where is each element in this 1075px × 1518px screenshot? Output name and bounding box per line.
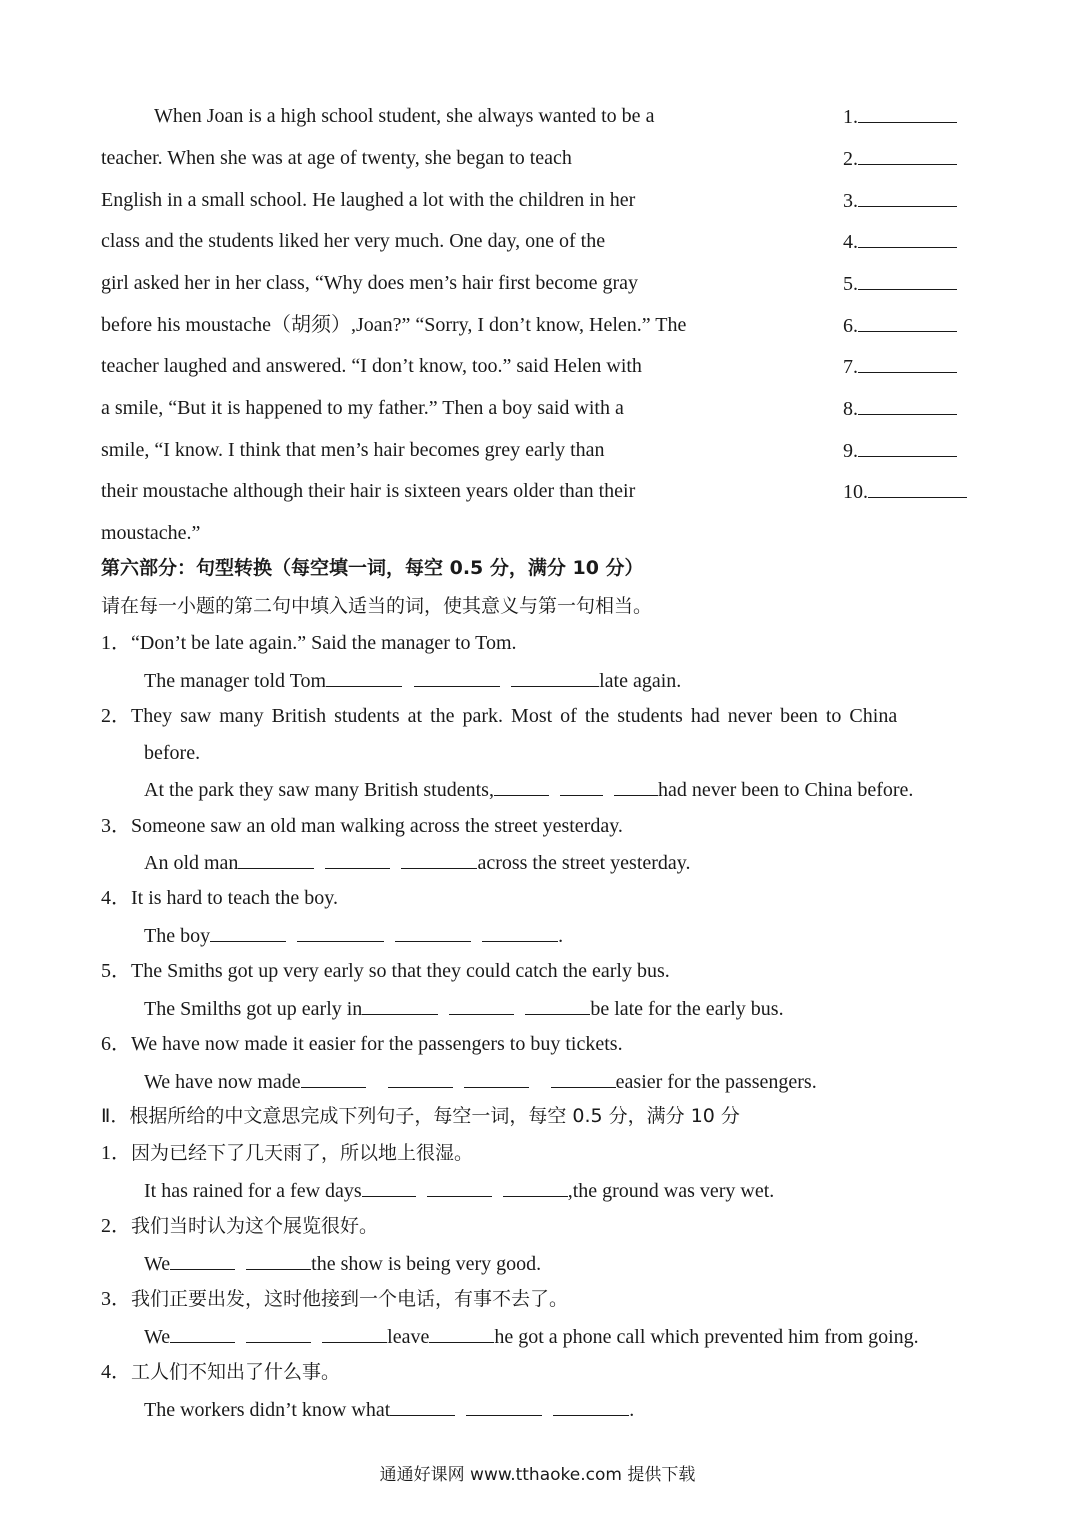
cn-question-1-answer: It has rained for a few days ,the ground was very wet. [144, 1180, 775, 1202]
question-2-cont: before. [144, 742, 201, 764]
question-3-rewrite: An old man across the street yesterday. [144, 852, 691, 874]
question-5-rewrite: The Smilths got up early in be late for the early bus. [144, 998, 784, 1020]
answer-blank[interactable] [858, 354, 957, 373]
question-3: 3．Someone saw an old man walking across the street yesterday. [101, 815, 623, 837]
cn-question-3-answer: We leave he got a phone call which prevented him from going. [144, 1326, 919, 1348]
fill-blank[interactable] [362, 996, 438, 1015]
passage-line: moustache.” [101, 522, 201, 544]
passage-line: teacher. When she was at age of twenty, she began to teach [101, 147, 572, 169]
fill-blank[interactable] [414, 668, 500, 687]
passage-line: a smile, “But it is happened to my father.” Then a boy said with a [101, 397, 624, 419]
fill-blank[interactable] [362, 1178, 416, 1197]
fill-blank[interactable] [525, 996, 590, 1015]
answer-blank[interactable] [858, 146, 957, 165]
answer-blank[interactable] [858, 313, 957, 332]
answer-blank[interactable] [868, 479, 967, 498]
section-heading-2: Ⅱ．根据所给的中文意思完成下列句子，每空一词，每空 0.5 分，满分 10 分 [101, 1105, 740, 1127]
fill-blank[interactable] [322, 1324, 387, 1343]
passage-line: When Joan is a high school student, she always wanted to be a [154, 105, 655, 127]
fill-blank[interactable] [170, 1251, 235, 1270]
question-1-rewrite: The manager told Tom late again. [144, 670, 682, 692]
fill-blank[interactable] [401, 850, 477, 869]
question-4-rewrite: The boy . [144, 925, 564, 947]
question-2-rewrite: At the park they saw many British students, had never been to China before. [144, 779, 914, 801]
fill-blank[interactable] [427, 1178, 492, 1197]
passage-line: girl asked her in her class, “Why does men’s hair first become gray [101, 272, 639, 294]
fill-blank[interactable] [390, 1397, 455, 1416]
fill-blank[interactable] [238, 850, 314, 869]
question-6: 6．We have now made it easier for the passengers to buy tickets. [101, 1033, 623, 1055]
page-footer: 通通好课网 www.tthaoke.com 提供下载 [379, 1465, 696, 1485]
cn-question-4: 4．工人们不知出了什么事。 [101, 1361, 341, 1383]
fill-blank[interactable] [429, 1324, 494, 1343]
fill-blank[interactable] [246, 1251, 311, 1270]
answer-slot: 7. [843, 354, 957, 379]
fill-blank[interactable] [482, 923, 558, 942]
answer-slot: 8. [843, 396, 957, 421]
answer-blank[interactable] [858, 396, 957, 415]
fill-blank[interactable] [551, 1069, 616, 1088]
question-1: 1．“Don’t be late again.” Said the manager to Tom. [101, 632, 517, 654]
fill-blank[interactable] [325, 850, 390, 869]
answer-slot: 9. [843, 438, 957, 463]
question-2: 2．They saw many British students at the park. Most of the students had never been to China [101, 705, 898, 727]
passage-line: their moustache although their hair is sixteen years older than their [101, 480, 636, 502]
fill-blank[interactable] [494, 777, 549, 796]
section-instruction: 请在每一小题的第二句中填入适当的词，使其意义与第一句相当。 [101, 595, 653, 617]
answer-slot: 6. [843, 313, 957, 338]
fill-blank[interactable] [297, 923, 384, 942]
fill-blank[interactable] [388, 1069, 453, 1088]
fill-blank[interactable] [170, 1324, 235, 1343]
fill-blank[interactable] [464, 1069, 529, 1088]
fill-blank[interactable] [210, 923, 286, 942]
fill-blank[interactable] [449, 996, 514, 1015]
answer-blank[interactable] [858, 438, 957, 457]
answer-slot: 2. [843, 146, 957, 171]
question-6-rewrite: We have now made easier for the passengers. [144, 1071, 817, 1093]
fill-blank[interactable] [395, 923, 471, 942]
answer-slot: 1. [843, 104, 957, 129]
cn-question-4-answer: The workers didn’t know what . [144, 1399, 635, 1421]
question-4: 4．It is hard to teach the boy. [101, 887, 338, 909]
passage-line: class and the students liked her very much. One day, one of the [101, 230, 606, 252]
fill-blank[interactable] [246, 1324, 311, 1343]
fill-blank[interactable] [301, 1069, 366, 1088]
answer-blank[interactable] [858, 271, 957, 290]
fill-blank[interactable] [614, 777, 658, 796]
cn-question-3: 3．我们正要出发，这时他接到一个电话，有事不去了。 [101, 1288, 569, 1310]
answer-blank[interactable] [858, 104, 957, 123]
fill-blank[interactable] [553, 1397, 629, 1416]
fill-blank[interactable] [503, 1178, 568, 1197]
fill-blank[interactable] [560, 777, 603, 796]
cn-question-1: 1．因为已经下了几天雨了，所以地上很湿。 [101, 1142, 474, 1164]
fill-blank[interactable] [511, 668, 599, 687]
answer-slot: 4. [843, 229, 957, 254]
answer-blank[interactable] [858, 229, 957, 248]
cn-question-2-answer: We the show is being very good. [144, 1253, 542, 1275]
passage-line: smile, “I know. I think that men’s hair becomes grey early than [101, 439, 605, 461]
cn-question-2: 2．我们当时认为这个展览很好。 [101, 1215, 379, 1237]
fill-blank[interactable] [326, 668, 402, 687]
answer-slot: 5. [843, 271, 957, 296]
passage-line: before his moustache（胡须）,Joan?” “Sorry, I don’t know, Helen.” The [101, 314, 687, 336]
passage-line: teacher laughed and answered. “I don’t know, too.” said Helen with [101, 355, 642, 377]
fill-blank[interactable] [466, 1397, 542, 1416]
section-heading: 第六部分：句型转换（每空填一词，每空 0.5 分，满分 10 分） [101, 557, 644, 579]
answer-slot: 3. [843, 188, 957, 213]
answer-slot: 10. [843, 479, 967, 504]
question-5: 5．The Smiths got up very early so that they could catch the early bus. [101, 960, 670, 982]
answer-blank[interactable] [858, 188, 957, 207]
passage-line: English in a small school. He laughed a lot with the children in her [101, 189, 636, 211]
